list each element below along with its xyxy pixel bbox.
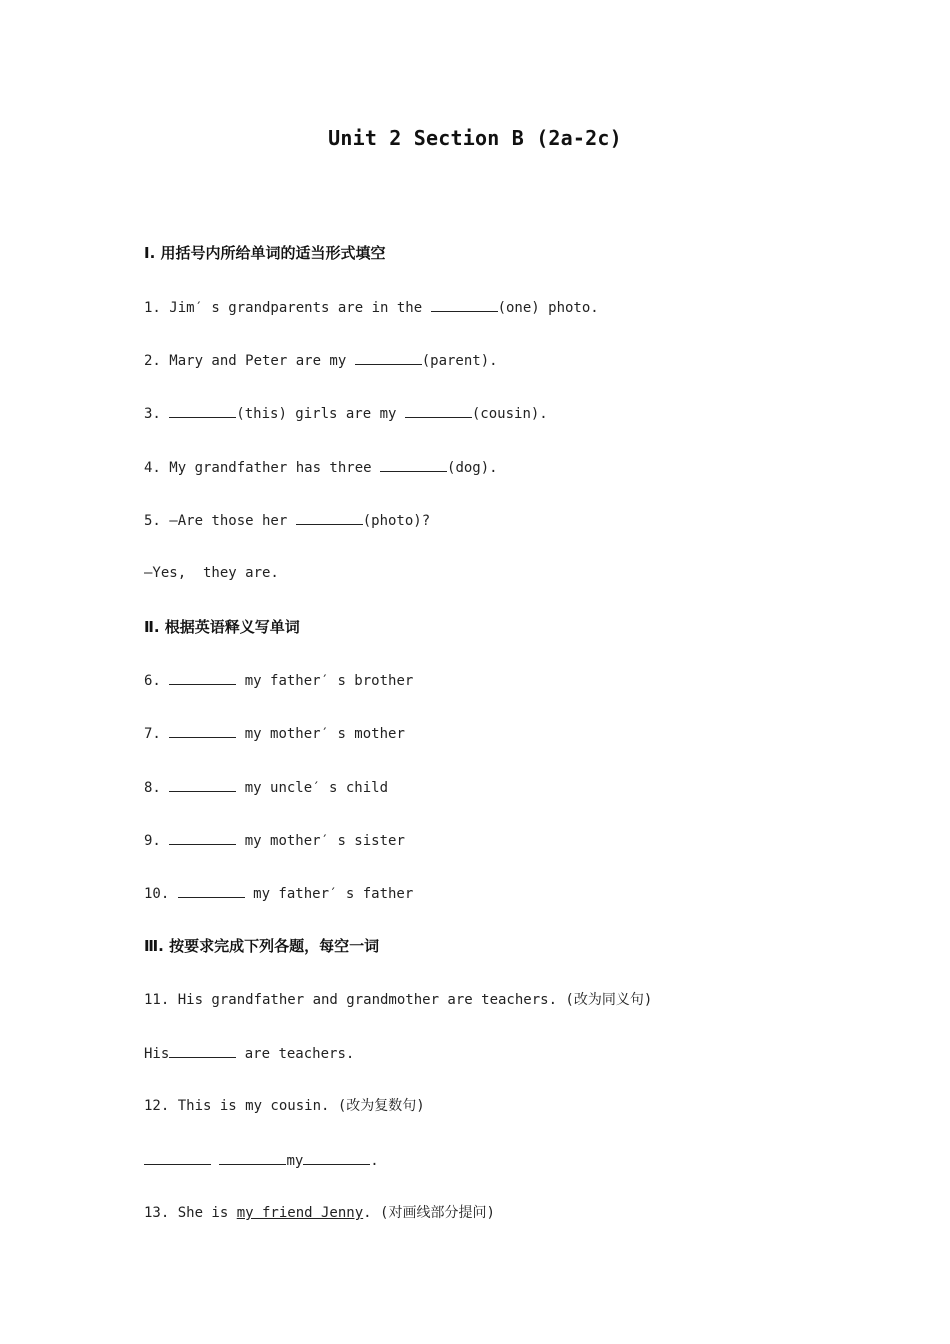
- question-3: [144, 403, 548, 424]
- section-3-heading: Ⅲ. 按要求完成下列各题，每空一词: [144, 937, 380, 955]
- question-11-answer-start: His: [144, 1046, 170, 1062]
- answer-blank: [303, 1150, 370, 1165]
- question-10-definition: my father′ s father: [244, 886, 414, 902]
- question-6-number: 6.: [144, 673, 170, 689]
- answer-blank: [431, 297, 498, 312]
- question-5-hint: (photo)?: [362, 513, 431, 529]
- question-1-hint: (one) photo.: [497, 300, 599, 316]
- question-4-hint: (dog).: [447, 460, 498, 476]
- answer-blank: [296, 510, 363, 525]
- question-7: [144, 723, 405, 744]
- question-13-instruction: . (对画线部分提问): [363, 1205, 495, 1221]
- question-12-answer-word: my: [286, 1153, 304, 1169]
- answer-blank: [169, 723, 236, 738]
- question-10-number: 10.: [144, 886, 178, 902]
- question-5: [144, 510, 430, 531]
- question-2-hint: (parent).: [421, 353, 498, 369]
- question-13-text: 13. She is: [144, 1205, 237, 1221]
- question-4-text: 4. My grandfather has three: [144, 460, 381, 476]
- question-10: [144, 883, 413, 904]
- answer-blank: [169, 777, 236, 792]
- answer-blank: [219, 1150, 286, 1165]
- question-3-hint: (cousin).: [471, 406, 548, 422]
- question-1-text: 1. Jim′ s grandparents are in the: [144, 300, 431, 316]
- answer-blank: [144, 1150, 211, 1165]
- question-6-definition: my father′ s brother: [236, 673, 414, 689]
- answer-blank: [169, 1043, 236, 1058]
- section-1-heading: Ⅰ. 用括号内所给单词的适当形式填空: [144, 244, 386, 262]
- question-7-number: 7.: [144, 726, 170, 742]
- section-2-heading: Ⅱ. 根据英语释义写单词: [144, 618, 300, 636]
- answer-blank: [169, 830, 236, 845]
- question-2: [144, 350, 498, 371]
- question-11: 11. His grandfather and grandmother are teachers. (改为同义句): [144, 992, 653, 1008]
- answer-blank: [169, 670, 236, 685]
- question-9: [144, 830, 405, 851]
- question-13-underlined-phrase: my friend Jenny: [236, 1205, 364, 1221]
- question-12: 12. This is my cousin. (改为复数句): [144, 1098, 425, 1114]
- question-12-answer-end: .: [370, 1153, 379, 1169]
- question-8-number: 8.: [144, 780, 170, 796]
- question-11-answer-end: are teachers.: [236, 1046, 355, 1062]
- question-3-text: (this) girls are my: [236, 406, 405, 422]
- question-12-answer: [144, 1150, 379, 1171]
- answer-blank: [169, 403, 236, 418]
- question-7-definition: my mother′ s mother: [236, 726, 405, 742]
- question-11-answer: [144, 1043, 354, 1064]
- question-5-text: 5. —Are those her: [144, 513, 296, 529]
- question-8: [144, 777, 388, 798]
- question-2-text: 2. Mary and Peter are my: [144, 353, 355, 369]
- page-title: Unit 2 Section B (2a-2c): [328, 126, 622, 150]
- question-6: [144, 670, 413, 691]
- question-1: [144, 297, 599, 318]
- question-9-definition: my mother′ s sister: [236, 833, 405, 849]
- answer-blank: [355, 350, 422, 365]
- question-3-number: 3.: [144, 406, 170, 422]
- answer-blank: [405, 403, 472, 418]
- question-5-reply: —Yes, they are.: [144, 565, 279, 581]
- answer-blank: [380, 457, 447, 472]
- answer-blank: [178, 883, 245, 898]
- question-8-definition: my uncle′ s child: [236, 780, 389, 796]
- question-4: [144, 457, 498, 478]
- question-9-number: 9.: [144, 833, 170, 849]
- question-13: [144, 1203, 495, 1223]
